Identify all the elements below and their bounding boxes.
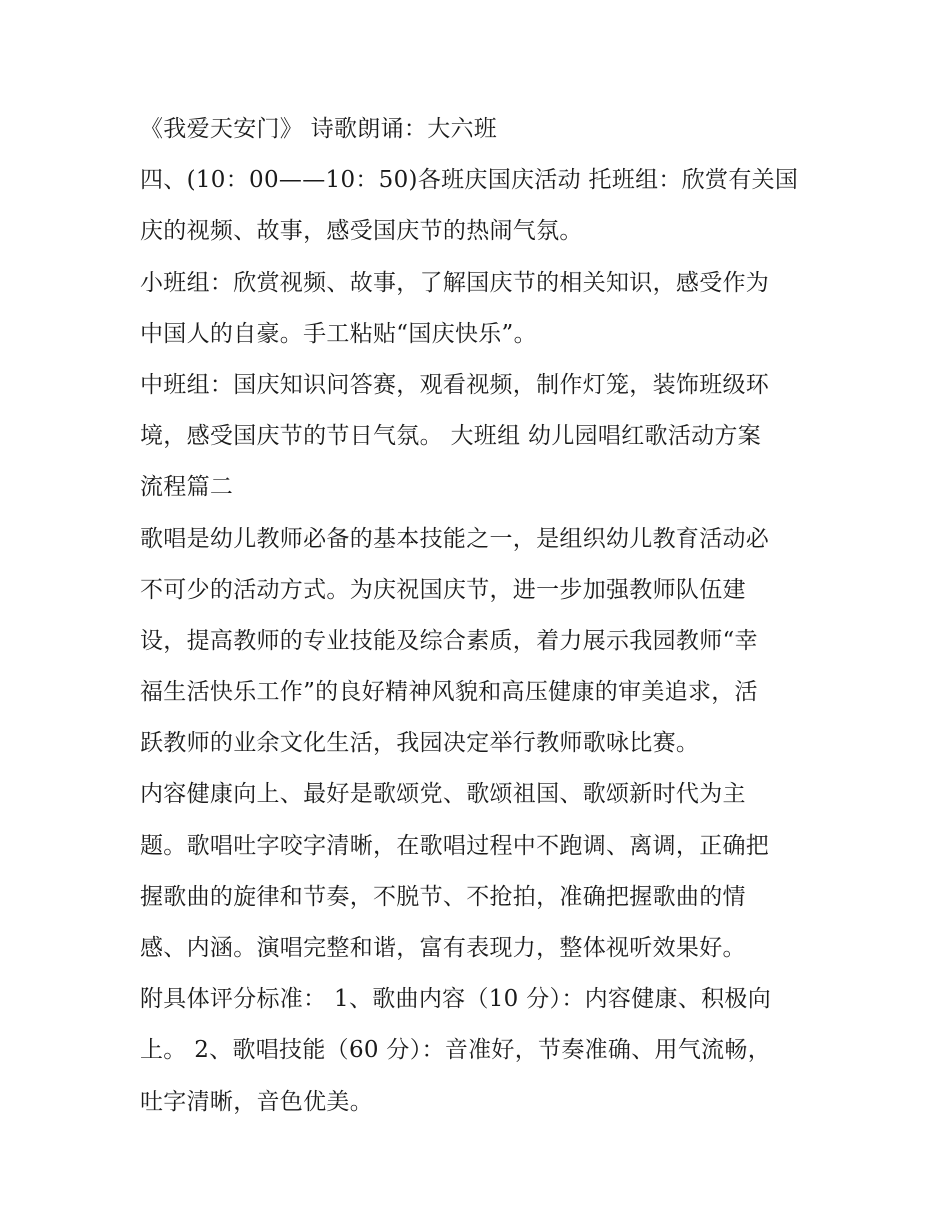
body-text [140,104,830,1128]
text-line-10: 不可少的活动方式。为庆祝国庆节，进一步加强教师队伍建 [140,576,746,603]
text-line-9: 歌唱是幼儿教师必备的基本技能之一，是组织幼儿教育活动必 [140,525,770,552]
text-line-4: 小班组：欣赏视频、故事，了解国庆节的相关知识，感受作为 [140,269,770,296]
text-line-3: 庆的视频、故事，感受国庆节的热闹气氛。 [140,218,583,245]
text-line-6: 中班组：国庆知识问答赛，观看视频，制作灯笼，装饰班级环 [140,371,770,398]
text-line-12: 福生活快乐工作”的良好精神风貌和高压健康的审美追求，活 [140,679,758,706]
text-line-1: 《我爱天安门》 诗歌朗诵：大六班 [140,116,498,142]
text-line-11: 设，提高教师的专业技能及综合素质，着力展示我园教师“幸 [140,627,758,654]
text-line-18: 附具体评分标准： 1、歌曲内容（10 分）：内容健康、积极向 [140,986,772,1013]
text-line-20: 吐字清晰，音色优美。 [140,1088,373,1115]
text-line-5: 中国人的自豪。手工粘贴“国庆快乐”。 [140,320,537,347]
text-line-17: 感、内涵。演唱完整和谐，富有表现力，整体视听效果好。 [140,935,746,961]
text-line-7: 境，感受国庆节的节日气氛。 大班组 幼儿园唱红歌活动方案 [140,423,762,450]
text-line-15: 题。歌唱吐字咬字清晰，在歌唱过程中不跑调、离调，正确把 [140,832,770,859]
text-line-13: 跃教师的业余文化生活，我园决定举行教师歌咏比赛。 [140,730,700,757]
text-line-8: 流程篇二 [140,474,234,501]
text-line-14: 内容健康向上、最好是歌颂党、歌颂祖国、歌颂新时代为主 [140,781,746,808]
text-line-2: 四、(10：00——10：50)各班庆国庆活动 托班组：欣赏有关国 [140,167,799,194]
text-line-19: 上。 2、歌唱技能（60 分）：音准好，节奏准确、用气流畅， [140,1037,772,1064]
text-line-16: 握歌曲的旋律和节奏，不脱节、不抢拍，准确把握歌曲的情 [140,883,746,910]
